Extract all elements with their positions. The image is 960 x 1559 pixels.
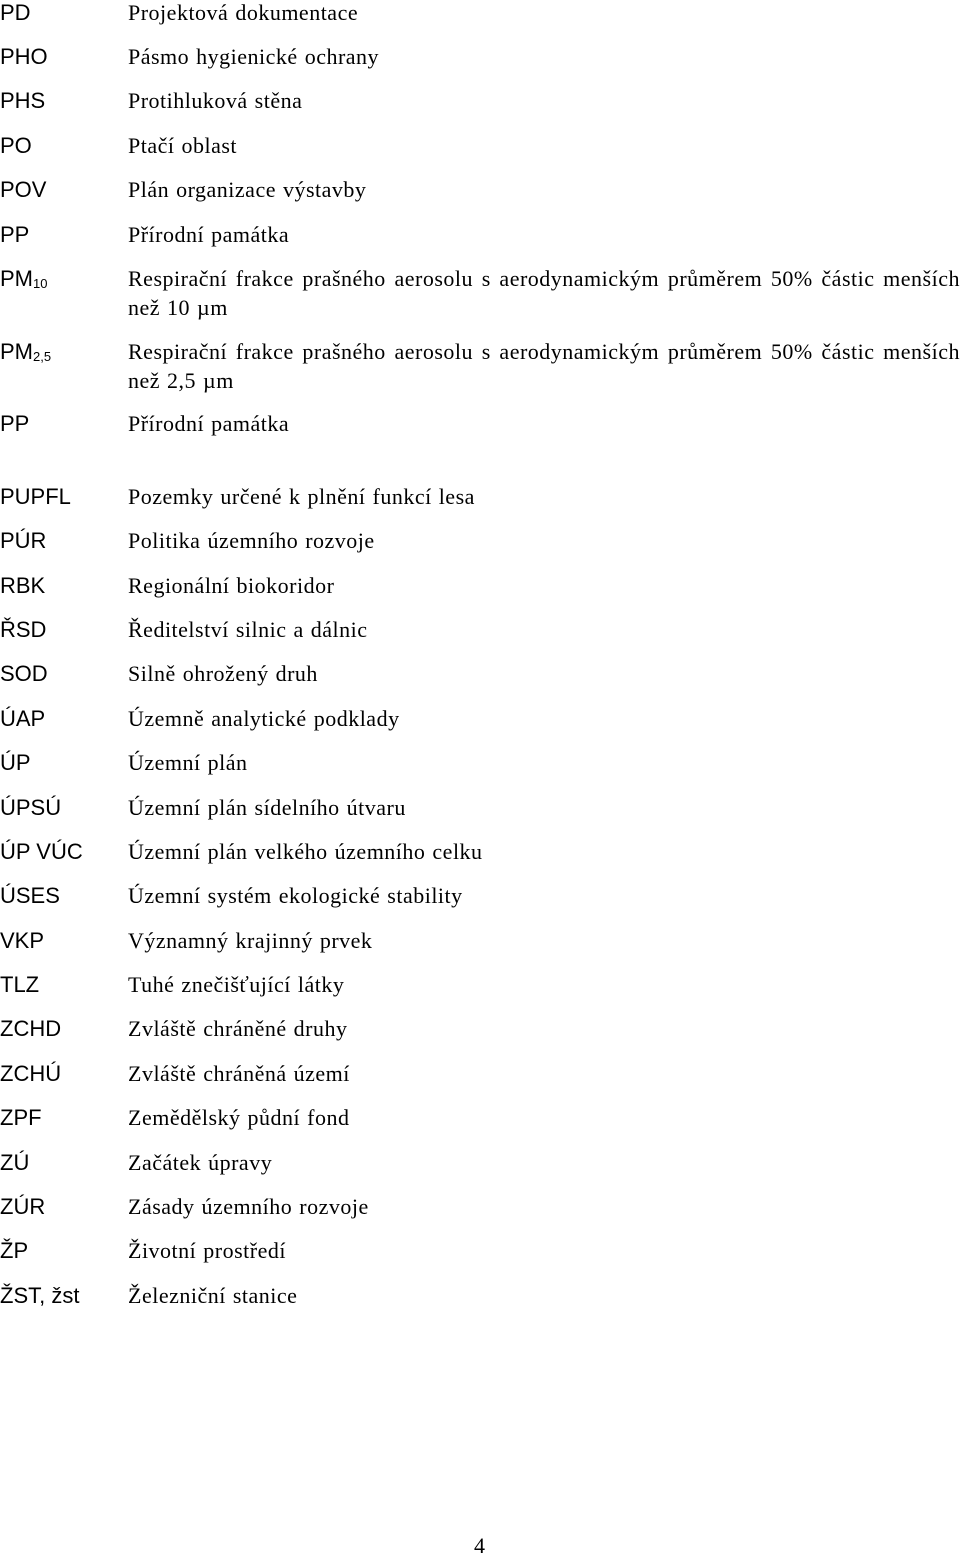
abbreviation: ÚPSÚ xyxy=(0,795,62,820)
abbreviation-subscript: 10 xyxy=(33,276,48,291)
definition: Silně ohrožený druh xyxy=(128,661,318,686)
abbreviation: PD xyxy=(0,0,31,25)
abbreviation: POV xyxy=(0,177,47,202)
abbreviation: ZPF xyxy=(0,1105,42,1130)
abbreviation-text: PM xyxy=(0,266,33,291)
definition: Projektová dokumentace xyxy=(128,0,359,25)
abbreviation-text: PM xyxy=(0,339,33,364)
abbreviation: ZCHÚ xyxy=(0,1061,62,1086)
abbreviation: VKP xyxy=(0,928,45,953)
definition: Zvláště chráněná území xyxy=(128,1061,350,1086)
abbreviation: ŽST, žst xyxy=(0,1283,80,1308)
abbreviation: ŘSD xyxy=(0,617,47,642)
abbreviation xyxy=(0,266,47,295)
definition: Respirační frakce prašného aerosolu s aerodynamickým průměrem 50% částic menších než 2,5 µm xyxy=(128,339,960,393)
abbreviation: ÚAP xyxy=(0,706,46,731)
definition: Regionální biokoridor xyxy=(128,573,335,598)
definition: Zásady územního rozvoje xyxy=(128,1194,369,1219)
definition: Začátek úpravy xyxy=(128,1150,273,1175)
abbreviation: SOD xyxy=(0,661,48,686)
definition: Plán organizace výstavby xyxy=(128,177,367,202)
definition: Železniční stanice xyxy=(128,1283,298,1308)
definition: Tuhé znečišťující látky xyxy=(128,972,345,997)
abbreviation: ÚP VÚC xyxy=(0,839,83,864)
definition: Územně analytické podklady xyxy=(128,706,400,731)
abbreviation: TLZ xyxy=(0,972,40,997)
abbreviation: ŽP xyxy=(0,1238,29,1263)
abbreviation: ZÚ xyxy=(0,1150,30,1175)
definition: Přírodní památka xyxy=(128,411,290,436)
definition: Zvláště chráněné druhy xyxy=(128,1016,348,1041)
abbreviation: ÚSES xyxy=(0,883,60,908)
definition: Územní plán xyxy=(128,750,248,775)
definition: Životní prostředí xyxy=(128,1238,286,1263)
abbreviation xyxy=(0,339,51,368)
abbreviation: PP xyxy=(0,411,30,436)
definition: Respirační frakce prašného aerosolu s aerodynamickým průměrem 50% částic menších než 10 µm xyxy=(128,266,960,320)
abbreviation: ÚP xyxy=(0,750,31,775)
definition: Pásmo hygienické ochrany xyxy=(128,44,380,69)
abbreviation: PO xyxy=(0,133,32,158)
abbreviation: RBK xyxy=(0,573,46,598)
definition: Zemědělský půdní fond xyxy=(128,1105,350,1130)
definition: Politika územního rozvoje xyxy=(128,528,375,553)
abbreviation: PÚR xyxy=(0,528,47,553)
definition: Ptačí oblast xyxy=(128,133,238,158)
definition: Ředitelství silnic a dálnic xyxy=(128,617,368,642)
definition: Územní plán sídelního útvaru xyxy=(128,795,406,820)
page-number: 4 xyxy=(474,1533,485,1558)
abbreviation: ZÚR xyxy=(0,1194,46,1219)
abbreviation: PUPFL xyxy=(0,484,71,509)
abbreviation-subscript: 2,5 xyxy=(33,349,52,364)
definition: Územní systém ekologické stability xyxy=(128,883,463,908)
definition: Pozemky určené k plnění funkcí lesa xyxy=(128,484,475,509)
definition: Protihluková stěna xyxy=(128,88,303,113)
abbreviation: PHS xyxy=(0,88,46,113)
definition: Významný krajinný prvek xyxy=(128,928,373,953)
definition: Územní plán velkého územního celku xyxy=(128,839,483,864)
definition: Přírodní památka xyxy=(128,222,290,247)
abbreviation: PP xyxy=(0,222,30,247)
abbreviation: ZCHD xyxy=(0,1016,62,1041)
abbreviation: PHO xyxy=(0,44,48,69)
